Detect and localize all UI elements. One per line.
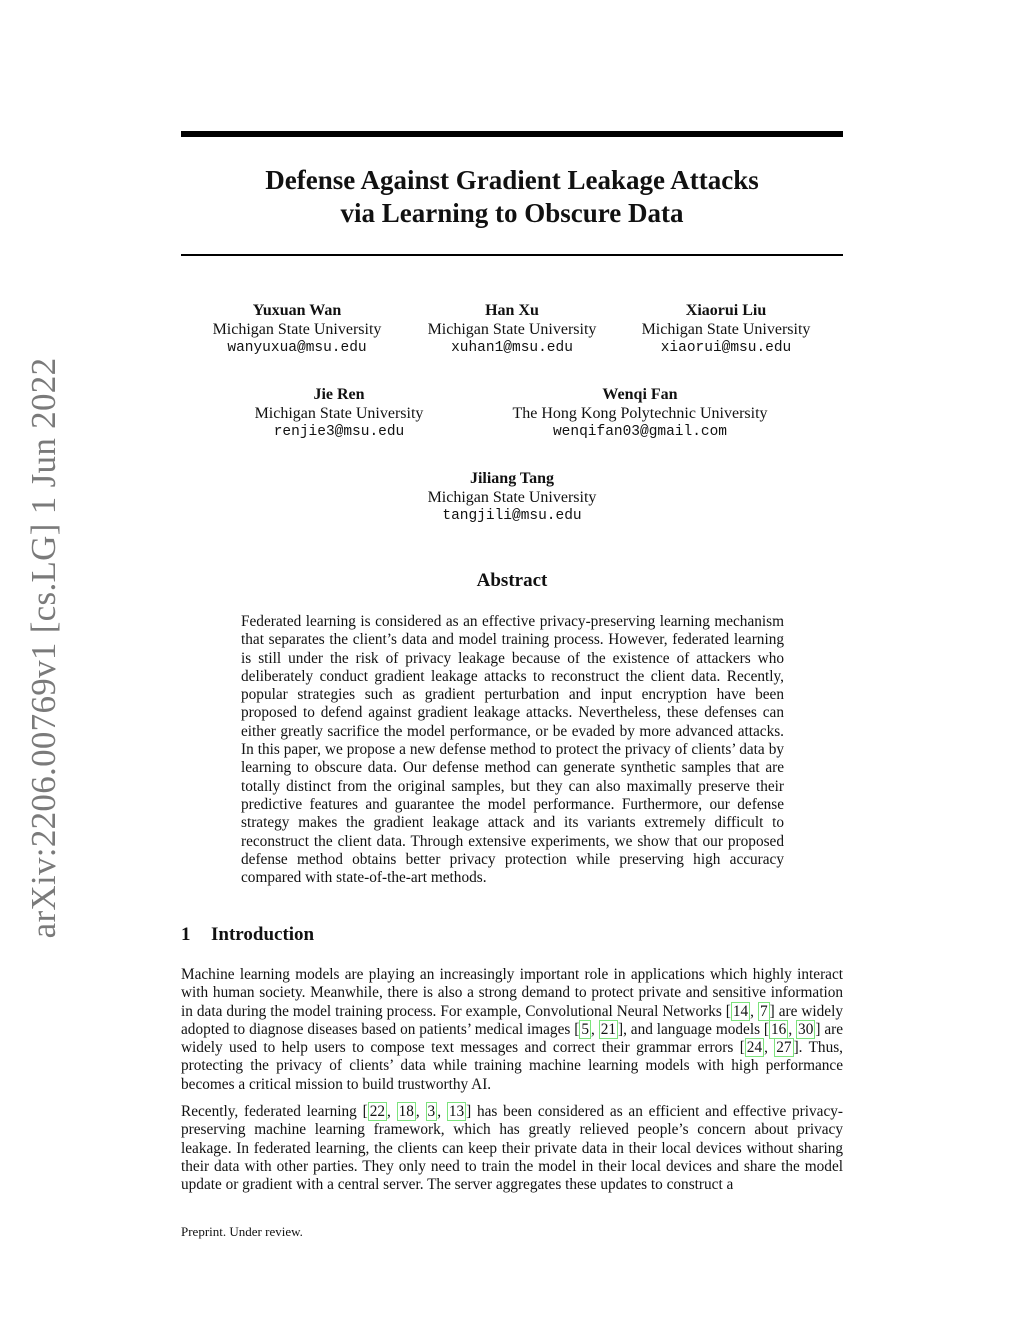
author-name: Xiaorui Liu [685, 302, 767, 319]
author-email[interactable]: renjie3@msu.edu [273, 424, 405, 440]
text-run: , [386, 1103, 397, 1120]
author-affiliation: The Hong Kong Polytechnic University [512, 405, 768, 422]
citation-link[interactable]: 22 [369, 1103, 385, 1120]
text-run: Recently, federated learning [ [181, 1103, 368, 1120]
text-run: , [415, 1103, 426, 1120]
paper-title [181, 164, 843, 230]
author-affiliation: Michigan State University [254, 405, 424, 422]
abstract-heading: Abstract [476, 570, 548, 591]
text-run: ] has been considered as an efficient and effective privacy-preserving machine learning framework, which has greatly relieved people’s concern about privacy leakage. In federated learning, the clients can keep their private data in their local devices without sharing their data with other parties. They only need to train the model in their local devices and share the model update or gradient with a central server. The server aggregates these updates to construct a [181, 1103, 843, 1194]
abstract-text: Federated learning is considered as an effective privacy-preserving learning mechanism that separates the client’s data and model training process. However, federated learning is still under the risk of privacy leakage because of the existence of attackers who deliberately conduct gradient leakage attacks to reconstruct the client data. Recently, popular strategies such as gradient perturbation and input encryption have been proposed to defend against gradient leakage attacks. Nevertheless, these defenses can either greatly sacrifice the model performance, or be evaded by more advanced attacks. In this paper, we propose a new defense method to protect the privacy of clients’ data by learning to obscure data. Our defense method can generate synthetic samples that are totally distinct from the original samples, but they can also maximally preserve their predictive features and guarantee the model performance. Furthermore, our defense strategy makes the gradient leakage attack and its variants extremely difficult to reconstruct the client data. Through extensive experiments, we show that our proposed defense method obtains better privacy protection while preserving high accuracy compared with state-of-the-art methods. [241, 613, 784, 887]
author-affiliation: Michigan State University [641, 321, 811, 338]
text-run: , [437, 1103, 447, 1120]
author-block [209, 385, 469, 442]
author-name: Wenqi Fan [602, 386, 678, 403]
author-name: Han Xu [485, 302, 539, 319]
author-email[interactable]: xiaorui@msu.edu [660, 340, 792, 356]
citation-link[interactable]: 18 [398, 1103, 414, 1120]
arxiv-stamp: arXiv:2206.00769v1 [cs.LG] 1 Jun 2022 [24, 357, 63, 939]
text-run: , [750, 1002, 758, 1020]
author-name: Jie Ren [313, 386, 365, 403]
author-name: Yuxuan Wan [252, 302, 342, 319]
intro-paragraph-2 [181, 1103, 843, 1194]
citation-link[interactable]: 16 [771, 1020, 787, 1038]
title-line-2: via Learning to Obscure Data [340, 198, 684, 228]
author-affiliation: Michigan State University [427, 321, 597, 338]
text-run: ] are widely used to help users to compose text messages and correct their grammar errors [ [181, 1020, 843, 1057]
author-affiliation: Michigan State University [427, 489, 597, 506]
citation-link[interactable]: 24 [746, 1039, 763, 1057]
text-run: ] are widely adopted to diagnose diseases based on patients’ medical images [ [181, 1002, 843, 1038]
author-block [596, 301, 856, 358]
text-run: , [764, 1039, 775, 1057]
author-block [490, 385, 790, 442]
author-name: Jiliang Tang [469, 470, 555, 487]
author-email[interactable]: wenqifan03@gmail.com [552, 424, 728, 440]
text-run: ], and language models [ [617, 1020, 770, 1038]
text-run: , [590, 1020, 599, 1038]
text-run: , [788, 1020, 797, 1038]
section-number: 1 [181, 924, 191, 945]
citation-link[interactable]: 30 [798, 1020, 814, 1038]
citation-link[interactable]: 13 [448, 1103, 465, 1120]
text-run: Machine learning models are playing an increasingly important role in applications which highly interact with human society. Meanwhile, there is also a strong demand to protect private and sensitive information in data during the model training process. For example, Convolutional Neural Networks [ [181, 966, 843, 1020]
title-top-rule [181, 131, 843, 137]
section-title: Introduction [211, 924, 315, 945]
title-bottom-rule [181, 254, 843, 256]
intro-paragraph-1 [181, 966, 843, 1094]
citation-link[interactable]: 5 [581, 1020, 589, 1038]
author-email[interactable]: tangjili@msu.edu [442, 508, 582, 524]
citation-link[interactable]: 7 [759, 1002, 768, 1020]
title-line-1: Defense Against Gradient Leakage Attacks [265, 165, 759, 195]
footer-note: Preprint. Under review. [181, 1224, 303, 1239]
author-email[interactable]: xuhan1@msu.edu [451, 340, 573, 356]
author-affiliation: Michigan State University [212, 321, 382, 338]
section-heading [181, 924, 314, 946]
citation-link[interactable]: 3 [427, 1103, 436, 1120]
text-run: ]. Thus, protecting the privacy of clients’ data while training machine learning models with high performance becomes a critical mission to build trustworthy AI. [181, 1039, 843, 1093]
citation-link[interactable]: 21 [600, 1020, 616, 1038]
author-block [382, 469, 642, 526]
citation-link[interactable]: 27 [776, 1039, 792, 1057]
citation-link[interactable]: 14 [732, 1002, 749, 1020]
author-email[interactable]: wanyuxua@msu.edu [227, 340, 367, 356]
